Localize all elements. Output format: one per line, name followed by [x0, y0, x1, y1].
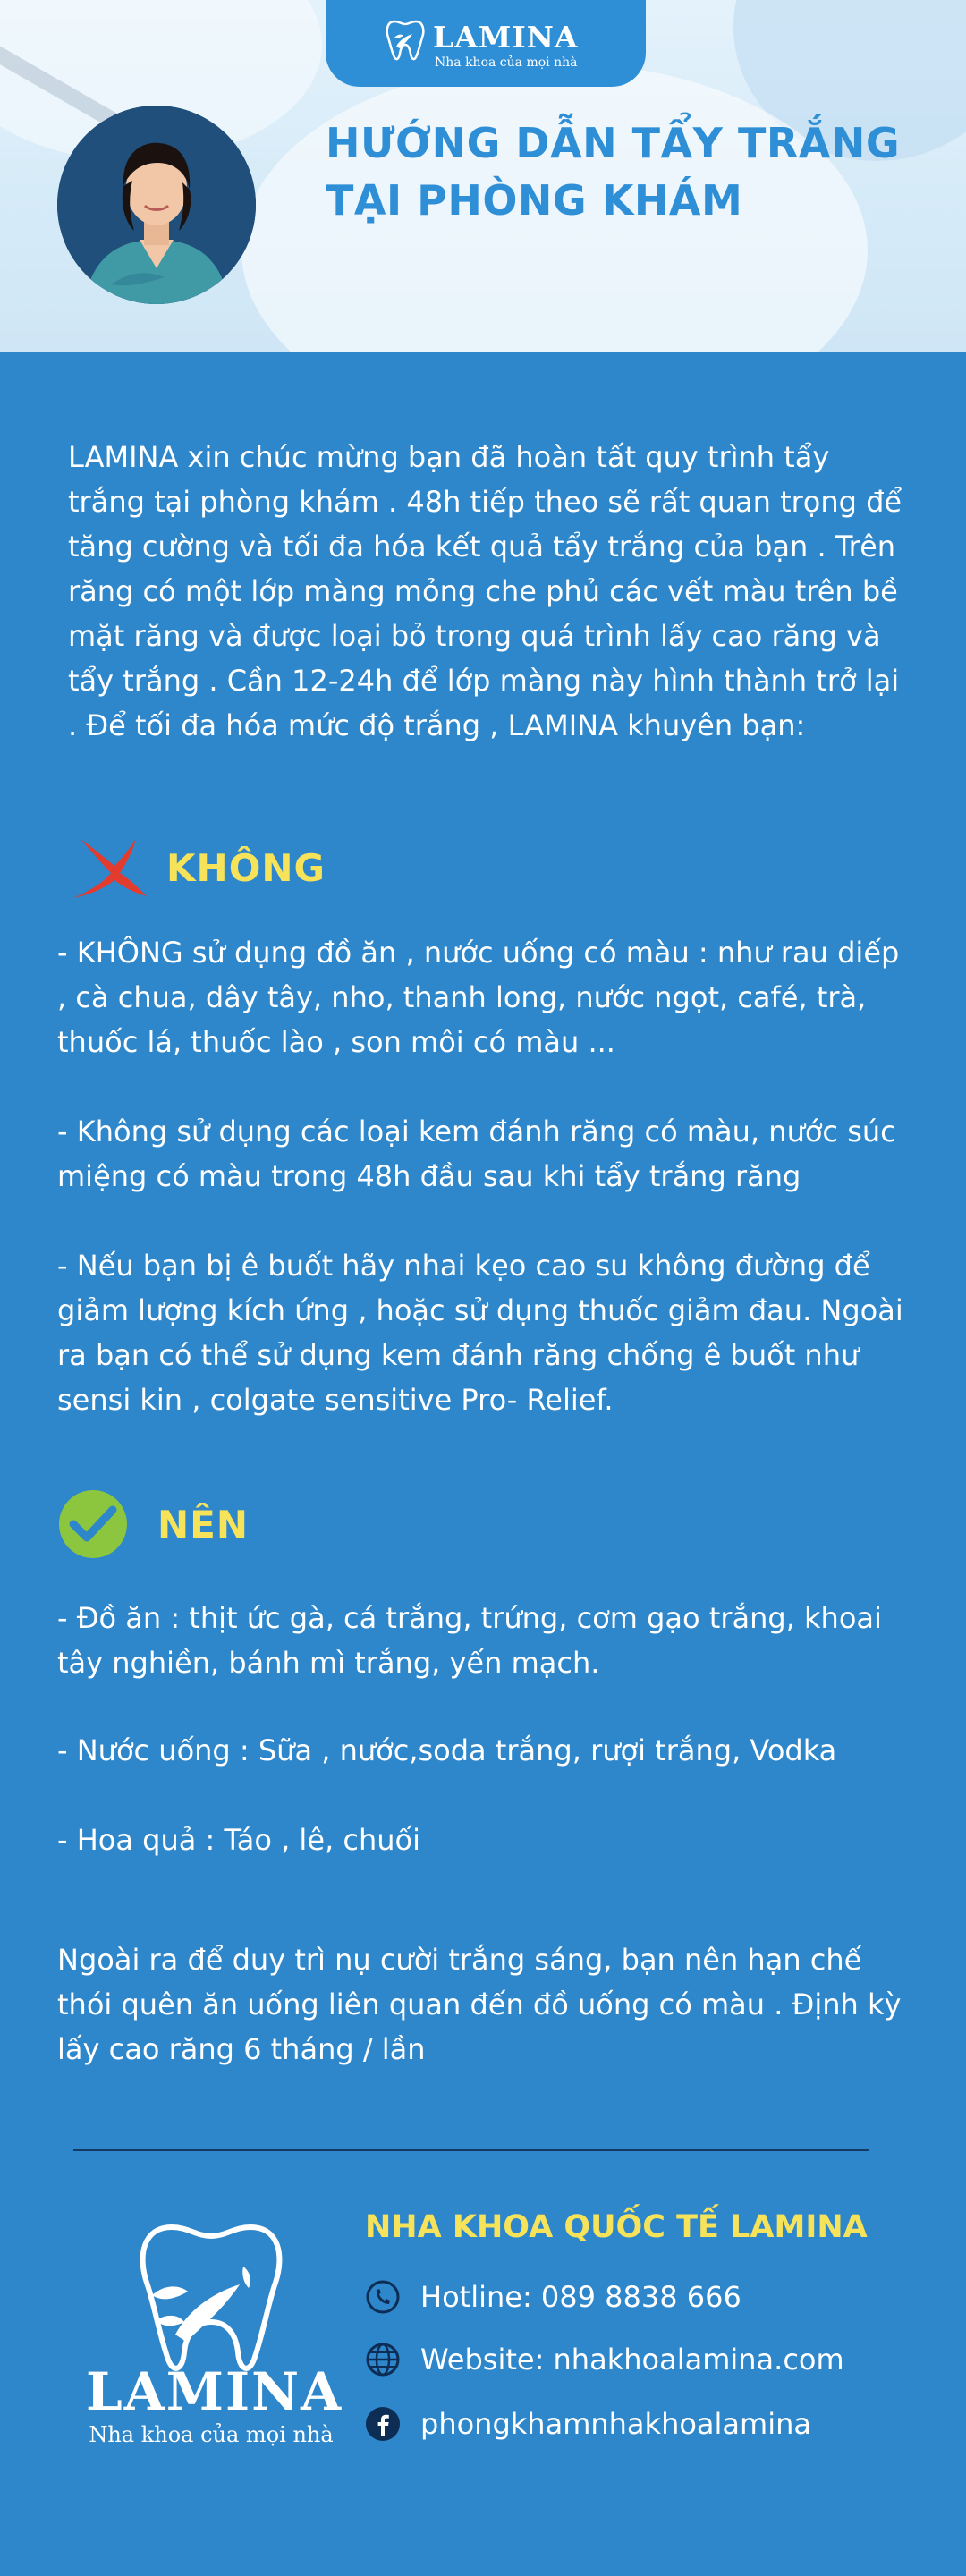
footer-brand: LAMINA [86, 2361, 343, 2422]
footer-slogan: Nha khoa của mọi nhà [89, 2422, 334, 2447]
dont-item-3: - Nếu bạn bị ê buốt hãy nhai kẹo cao su không đường để giảm lượng kích ứng , hoặc sử dụng thuốc giảm đau. Ngoài ra bạn có thể sử dụng kem đánh răng chống ê buốt như sensi kin , colgate sensitive Pro- Relief. [57, 1249, 903, 1417]
hotline-row [365, 2279, 741, 2315]
red-x-icon [68, 832, 148, 903]
phone-icon [365, 2279, 401, 2315]
dont-item-1: - KHÔNG sử dụng đồ ăn , nước uống có màu : như rau diếp , cà chua, dây tây, nho, thanh long, nước ngọt, café, trà, thuốc lá, thuốc lào , son môi có màu ... [57, 936, 900, 1059]
globe-icon [365, 2342, 401, 2377]
header-logo [326, 0, 646, 87]
doctor-avatar [57, 106, 256, 304]
do-item-2: - Nước uống : Sữa , nước,soda trắng, rượi trắng, Vodka [57, 1733, 837, 1767]
website-text[interactable]: Website: nhakhoalamina.com [420, 2343, 844, 2377]
header-brand: LAMINA [433, 20, 579, 55]
tooth-logo-icon [382, 16, 428, 63]
closing-paragraph: Ngoài ra để duy trì nụ cười trắng sáng, bạn nên hạn chế thói quên ăn uống liên quan đến đồ uống có màu . Định kỳ lấy cao răng 6 tháng / lần [57, 1943, 902, 2066]
title-line-2: TẠI PHÒNG KHÁM [326, 176, 743, 225]
doctor-portrait-icon [57, 106, 256, 304]
footer-title: NHA KHOA QUỐC TẾ LAMINA [365, 2209, 868, 2245]
do-section-heading [57, 1488, 249, 1560]
hotline-text[interactable]: Hotline: 089 8838 666 [420, 2280, 741, 2314]
title-line-1: HƯỚNG DẪN TẨY TRẮNG [326, 119, 901, 167]
page-title [326, 114, 952, 229]
do-item-1: - Đồ ăn : thịt ức gà, cá trắng, trứng, cơm gạo trắng, khoai tây nghiền, bánh mì trắng, yến mạch. [57, 1601, 882, 1680]
do-label: NÊN [157, 1502, 249, 1546]
intro-paragraph: LAMINA xin chúc mừng bạn đã hoàn tất quy trình tẩy trắng tại phòng khám . 48h tiếp theo sẽ rất quan trọng để tăng cường và tối đa hóa kết quả tẩy trắng của bạn . Trên răng có một lớp màng mỏng che phủ các vết màu trên bề mặt răng và được loại bỏ trong quá trình lấy cao răng và tẩy trắng . Cần 12-24h để lớp màng này hình thành trở lại . Để tối đa hóa mức độ trắng , LAMINA khuyên bạn: [68, 440, 902, 742]
footer-divider [73, 2149, 869, 2151]
facebook-text[interactable]: phongkhamnhakhoalamina [420, 2407, 811, 2441]
dont-item-2: - Không sử dụng các loại kem đánh răng có màu, nước súc miệng có màu trong 48h đầu sau khi tẩy trắng răng [57, 1114, 896, 1193]
green-check-icon [57, 1488, 129, 1560]
header-banner [0, 0, 966, 352]
header-slogan: Nha khoa của mọi nhà [435, 55, 578, 70]
facebook-row [365, 2406, 811, 2442]
website-row [365, 2342, 844, 2377]
do-item-3: - Hoa quả : Táo , lê, chuối [57, 1823, 420, 1857]
dont-label: KHÔNG [166, 845, 326, 890]
facebook-icon [365, 2406, 401, 2442]
dont-section-heading [68, 832, 326, 903]
